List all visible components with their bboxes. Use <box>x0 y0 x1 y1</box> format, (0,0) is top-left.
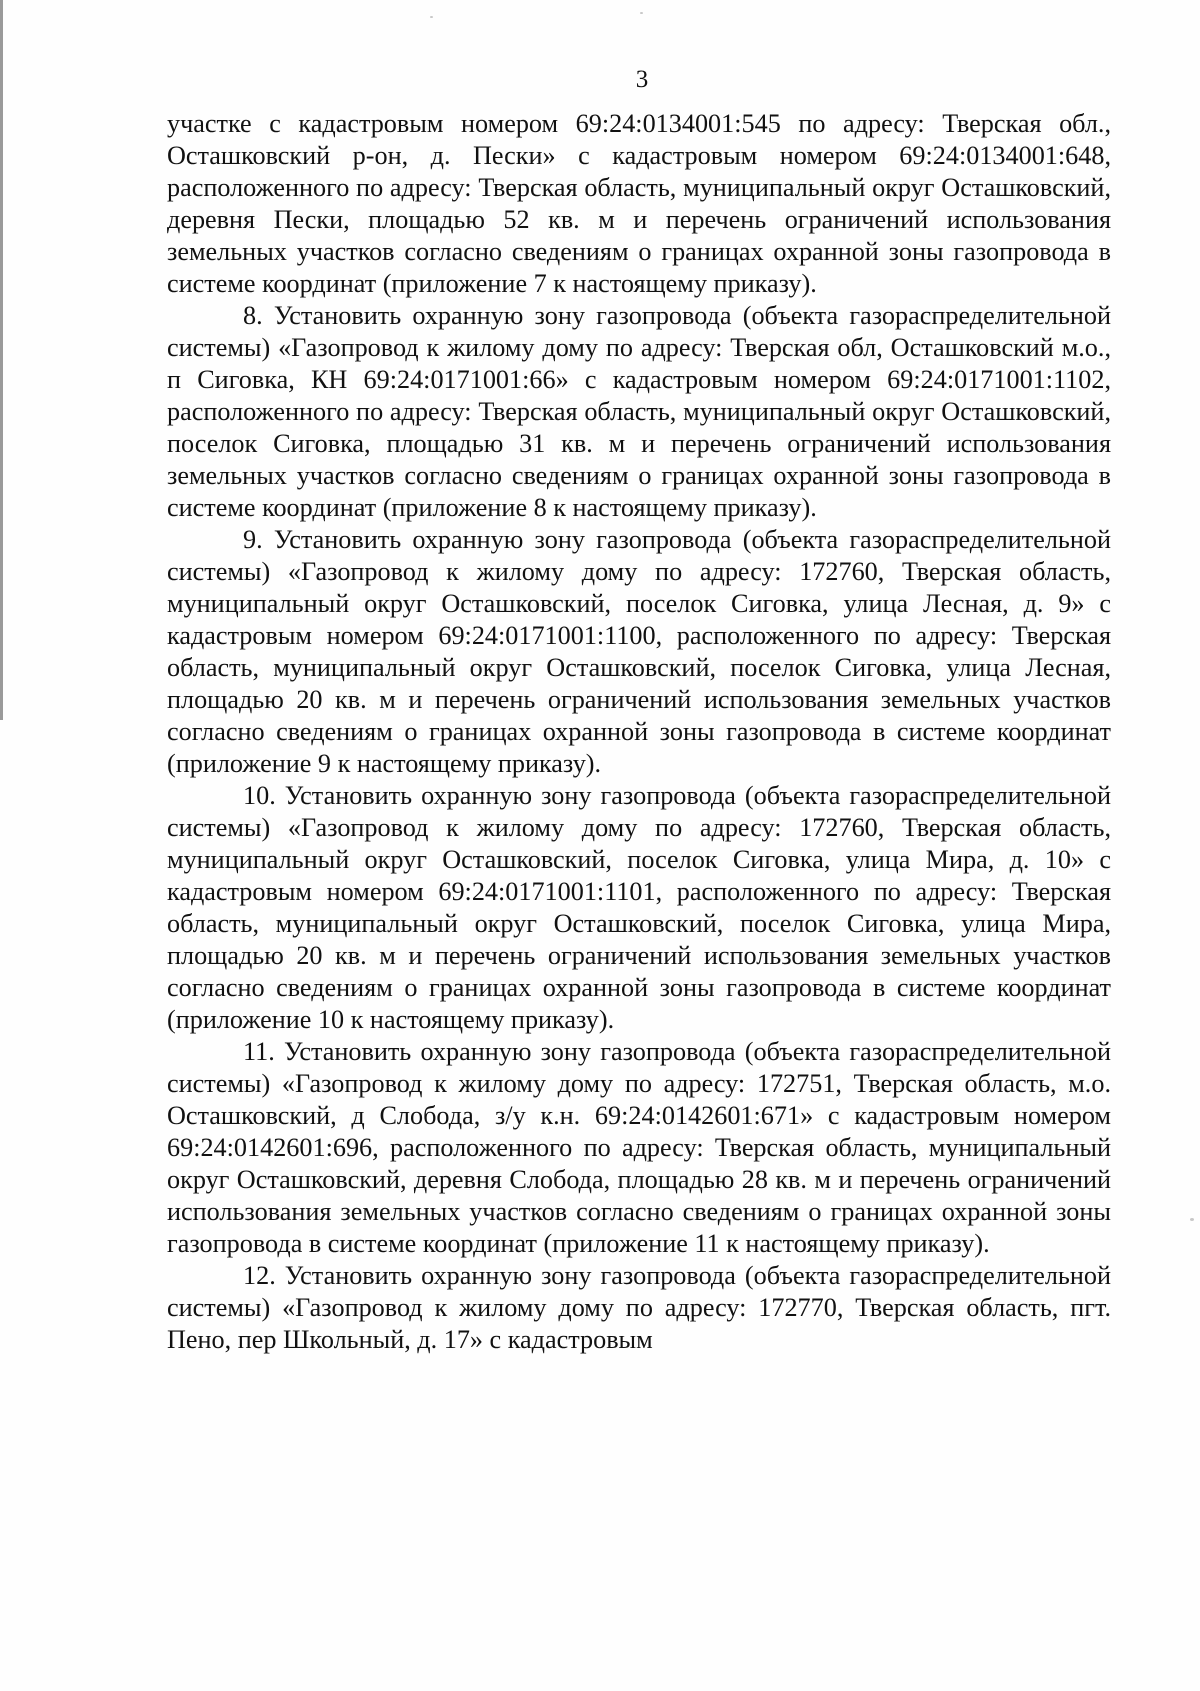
document-body <box>167 108 1111 1356</box>
paragraph-item-9: 9. Установить охранную зону газопровода (объекта газораспределительной системы) «Газопровод к жилому дому по адресу: 172760, Тверская область, муниципальный округ Осташковский, поселок Сиговка, улица Лесная, д. 9» с кадастровым номером 69:24:0171001:1100, расположенного по адресу: Тверская область, муниципальный округ Осташковский, поселок Сиговка, улица Лесная, площадью 20 кв. м и перечень ограничений использования земельных участков согласно сведениям о границах охранной зоны газопровода в системе координат (приложение 9 к настоящему приказу). <box>167 525 1111 778</box>
scan-edge-shadow <box>0 0 3 720</box>
page-number: 3 <box>635 66 649 93</box>
paragraph-item-12: 12. Установить охранную зону газопровода (объекта газораспределительной системы) «Газопровод к жилому дому по адресу: 172770, Тверская область, пгт. Пено, пер Школьный, д. 17» с кадастровым <box>167 1261 1111 1354</box>
paragraph-continuation: участке с кадастровым номером 69:24:0134001:545 по адресу: Тверская обл., Осташковский р-он, д. Пески» с кадастровым номером 69:24:0134001:648, расположенного по адресу: Тверская область, муниципальный округ Осташковский, деревня Пески, площадью 52 кв. м и перечень ограничений использования земельных участков согласно сведениям о границах охранной зоны газопровода в системе координат (приложение 7 к настоящему приказу). <box>167 109 1111 298</box>
paragraph-item-11: 11. Установить охранную зону газопровода (объекта газораспределительной системы) «Газопровод к жилому дому по адресу: 172751, Тверская область, м.о. Осташковский, д Слобода, з/у к.н. 69:24:0142601:671» с кадастровым номером 69:24:0142601:696, расположенного по адресу: Тверская область, муниципальный округ Осташковский, деревня Слобода, площадью 28 кв. м и перечень ограничений использования земельных участков согласно сведениям о границах охранной зоны газопровода в системе координат (приложение 11 к настоящему приказу). <box>167 1037 1111 1258</box>
scan-speck <box>1190 1218 1194 1221</box>
paragraph-item-10: 10. Установить охранную зону газопровода (объекта газораспределительной системы) «Газопровод к жилому дому по адресу: 172760, Тверская область, муниципальный округ Осташковский, поселок Сиговка, улица Мира, д. 10» с кадастровым номером 69:24:0171001:1101, расположенного по адресу: Тверская область, муниципальный округ Осташковский, поселок Сиговка, улица Мира, площадью 20 кв. м и перечень ограничений использования земельных участков согласно сведениям о границах охранной зоны газопровода в системе координат (приложение 10 к настоящему приказу). <box>167 781 1111 1034</box>
scan-speck <box>640 12 643 14</box>
scan-speck <box>430 16 433 18</box>
paragraph-item-8: 8. Установить охранную зону газопровода (объекта газораспределительной системы) «Газопровод к жилому дому по адресу: Тверская обл, Осташковский м.о., п Сиговка, КН 69:24:0171001:66» с кадастровым номером 69:24:0171001:1102, расположенного по адресу: Тверская область, муниципальный округ Осташковский, поселок Сиговка, площадью 31 кв. м и перечень ограничений использования земельных участков согласно сведениям о границах охранной зоны газопровода в системе координат (приложение 8 к настоящему приказу). <box>167 301 1111 522</box>
